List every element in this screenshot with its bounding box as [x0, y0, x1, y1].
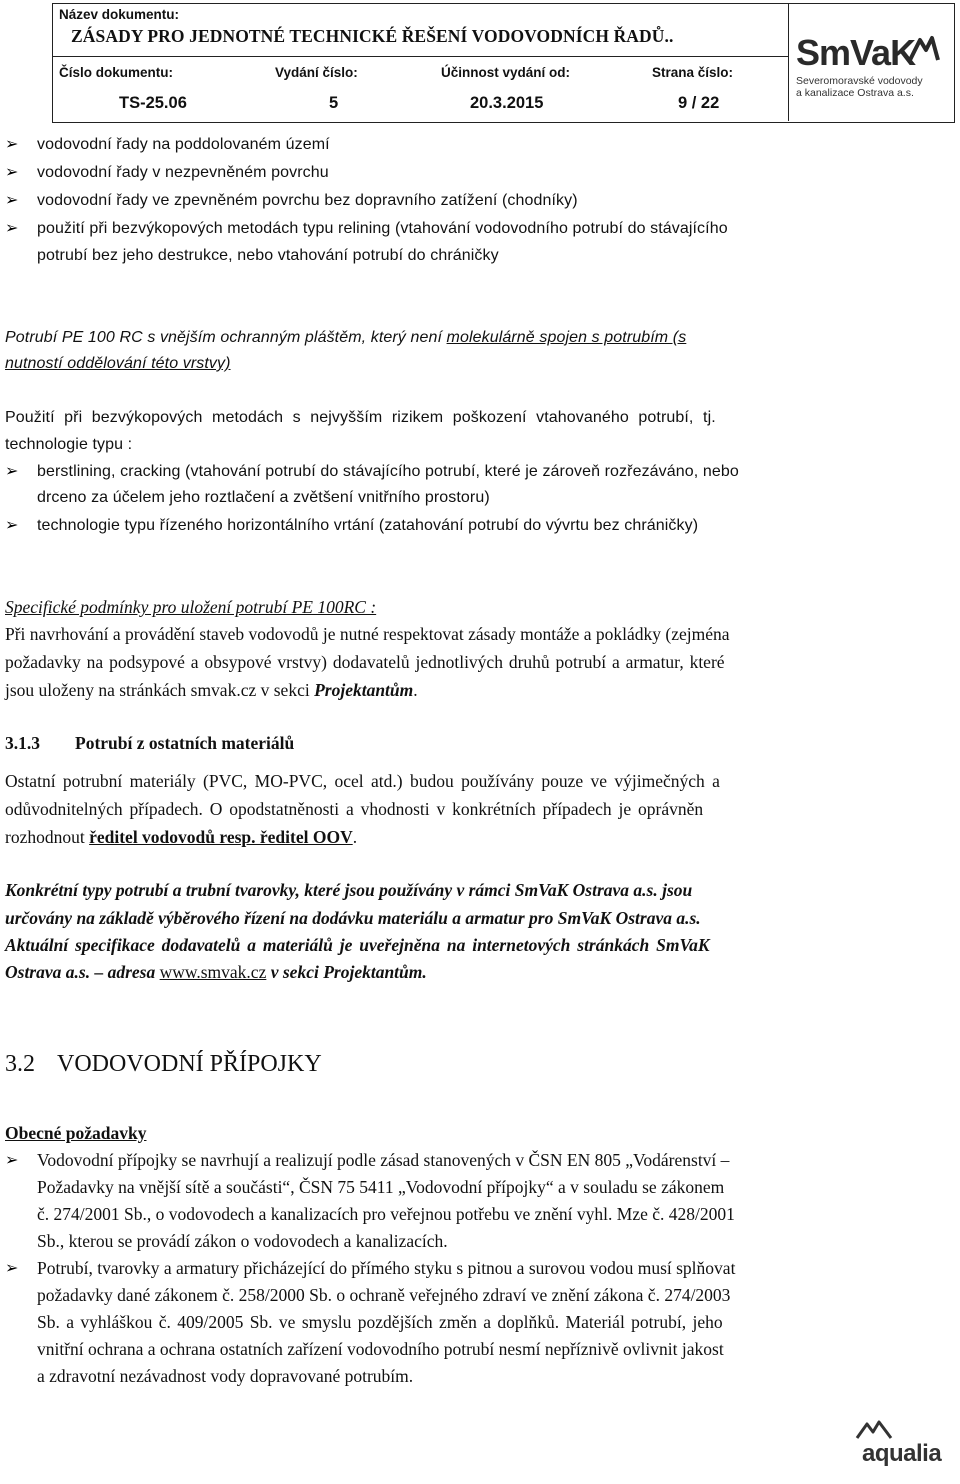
doc-number: TS-25.06 [119, 94, 187, 112]
arrow-bullet-icon: ➢ [5, 164, 19, 181]
concrete-line4-end: v sekci Projektantům. [266, 962, 427, 982]
specific-line1: Při navrhování a provádění staveb vodovodů je nutné respektovat zásady montáže a pokládky (zejména [5, 624, 730, 644]
pe-heading-underlined-2: nutností oddělování této vrstvy) [5, 355, 231, 372]
concrete-line1: Konkrétní typy potrubí a trubní tvarovky, které jsou používány v rámci SmVaK Ostrava a.s. jsou [5, 880, 693, 900]
list-item: vodovodní řady v nezpevněném povrchu [37, 164, 329, 181]
pe-heading-underlined: molekulárně spojen s potrubím (s [446, 329, 687, 346]
smvak-logo-subtitle [796, 75, 946, 99]
general-b2-line: požadavky dané zákonem č. 258/2000 Sb. o ochraně veřejného zdraví ve znění zákona č. 274/2003 [37, 1285, 731, 1305]
smvak-logo [788, 4, 954, 121]
section-number: 3.1.3 [5, 733, 40, 753]
list-item-continuation: drceno za účelem jeho roztlačení a zvětšení vnitřního prostoru) [37, 489, 490, 506]
section313-line2: odůvodnitelných případech. O opodstatněnosti a vhodnosti v konkrétních případech je oprávněn [5, 799, 704, 819]
aqualia-mark-icon [855, 1418, 895, 1440]
list-item-continuation: potrubí bez jeho destrukce, nebo vtahování potrubí do chráničky [37, 247, 499, 264]
arrow-bullet-icon: ➢ [5, 517, 19, 534]
document-title: ZÁSADY PRO JEDNOTNÉ TECHNICKÉ ŘEŠENÍ VODOVODNÍCH ŘADŮ.. [71, 26, 674, 46]
list-item: vodovodní řady ve zpevněném povrchu bez dopravního zatížení (chodníky) [37, 192, 578, 209]
concrete-line4 [5, 962, 427, 983]
general-b1-line: Požadavky na vnější sítě a součásti“, ČSN 75 5411 „Vodovodní přípojky“ a v souladu se zákonem [37, 1177, 725, 1197]
page-label: Strana číslo: [652, 65, 734, 80]
concrete-line3: Aktuální specifikace dodavatelů a materiálů je uveřejněna na internetových stránkách SmVaK [5, 935, 710, 955]
pe-heading [5, 329, 686, 347]
section313-line3-end: . [352, 827, 358, 847]
effective-date: 20.3.2015 [470, 94, 544, 112]
section32-title: VODOVODNÍ PŘÍPOJKY [57, 1051, 322, 1077]
general-heading: Obecné požadavky [5, 1123, 147, 1143]
page-number: 9 / 22 [678, 94, 720, 112]
smvak-drop-icon [906, 34, 942, 64]
logo-sub-line1: Severomoravské vodovody [796, 75, 923, 87]
document-header [52, 3, 955, 123]
logo-sub-line2: a kanalizace Ostrava a.s. [796, 87, 914, 99]
projektantum-link: Projektantům [314, 680, 414, 700]
list-item: berstlining, cracking (vtahování potrubí do stávajícího potrubí, které je zároveň rozřezáváno, nebo [37, 463, 739, 480]
arrow-bullet-icon: ➢ [5, 1152, 19, 1169]
specific-line3 [5, 680, 418, 701]
arrow-bullet-icon: ➢ [5, 463, 19, 480]
specific-line3-text: jsou uloženy na stránkách smvak.cz v sekci [5, 680, 315, 700]
section313-line1: Ostatní potrubní materiály (PVC, MO-PVC, ocel atd.) budou používány pouze ve výjimečných a [5, 771, 720, 791]
specific-line3-end: . [413, 680, 418, 700]
arrow-bullet-icon: ➢ [5, 1260, 19, 1277]
effective-label: Účinnost vydání od: [441, 65, 571, 80]
general-b2-line: Potrubí, tvarovky a armatury přicházející do přímého styku s pitnou a surovou vodou musí splňovat [37, 1258, 736, 1278]
header-title-cell [53, 4, 789, 57]
arrow-bullet-icon: ➢ [5, 136, 19, 153]
section313-line3 [5, 827, 357, 848]
general-b2-line: Sb. a vyhláškou č. 409/2005 Sb. ve smyslu pozdějších změn a doplňků. Materiál potrubí, jeho [37, 1312, 723, 1332]
pe-heading-line2 [5, 355, 231, 373]
arrow-bullet-icon: ➢ [5, 192, 19, 209]
list-item: technologie typu řízeného horizontálního vrtání (zatahování potrubí do vývrtu bez chráničky) [37, 517, 699, 534]
header-meta-row [53, 56, 789, 121]
smvak-logo-text: SmVaK [796, 32, 916, 73]
section313-line3-text: rozhodnout [5, 827, 90, 847]
list-item: použití při bezvýkopových metodách typu relining (vtahování vodovodního potrubí do stávajícího [37, 220, 728, 237]
general-b1-line: č. 274/2001 Sb., o vodovodech a kanalizacích pro veřejnou potřebu ve znění vyhl. Mze č. 428/2001 [37, 1204, 735, 1224]
aqualia-logo: aqualia [862, 1440, 942, 1467]
concrete-line4-text: Ostrava a.s. – adresa [5, 962, 160, 982]
general-b1-line: Sb., kterou se provádí zákon o vodovodech a kanalizacích. [37, 1231, 448, 1251]
pe-heading-part1: Potrubí PE 100 RC s vnějším ochranným pláštěm, který není [5, 329, 447, 346]
usage-line2: technologie typu : [5, 436, 133, 453]
concrete-line2: určovány na základě výběrového řízení na dodávku materiálu a armatur pro SmVaK Ostrava a.s. [5, 908, 701, 928]
section32-number: 3.2 [5, 1051, 35, 1077]
arrow-bullet-icon: ➢ [5, 220, 19, 237]
smvak-website-link[interactable]: www.smvak.cz [159, 962, 267, 982]
doc-name-label: Název dokumentu: [59, 7, 180, 22]
doc-number-label: Číslo dokumentu: [59, 65, 173, 80]
issue-label: Vydání číslo: [275, 65, 358, 80]
specific-line2: požadavky na podsypové a obsypové vrstvy) dodavatelů jednotlivých druhů potrubí a armatur, které [5, 652, 725, 672]
usage-line1: Použití při bezvýkopových metodách s nejvyšším rizikem poškození vtahovaného potrubí, tj. [5, 409, 716, 426]
director-text: ředitel vodovodů resp. ředitel OOV [89, 827, 353, 847]
general-b1-line: Vodovodní přípojky se navrhují a realizují podle zásad stanovených v ČSN EN 805 „Vodárenství – [37, 1150, 730, 1170]
list-item: vodovodní řady na poddolovaném území [37, 136, 330, 153]
section-title: Potrubí z ostatních materiálů [75, 733, 295, 753]
specific-heading: Specifické podmínky pro uložení potrubí PE 100RC : [5, 597, 377, 617]
issue-number: 5 [329, 94, 339, 112]
general-b2-line: vnitřní ochrana a ochrana ostatních zařízení vodovodního potrubí nesmí nepříznivě ovlivnit jakost [37, 1339, 724, 1359]
general-b2-line: a zdravotní nezávadnost vody dopravované potrubím. [37, 1366, 414, 1386]
